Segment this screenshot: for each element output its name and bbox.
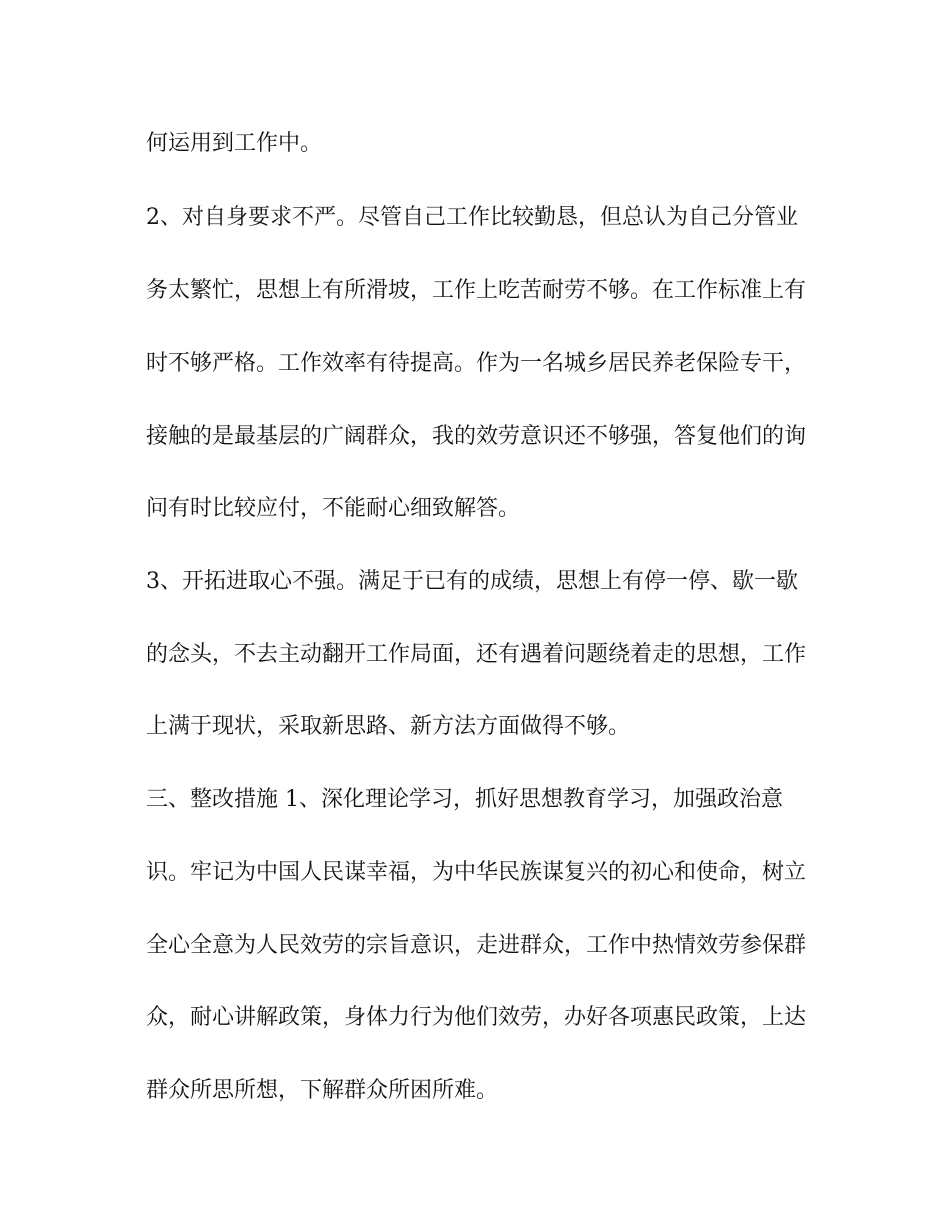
text-line-13: 众，耐心讲解政策，身体力行为他们效劳，办好各项惠民政策，上达	[146, 1005, 807, 1030]
text-line-14: 群众所思所想，下解群众所困所难。	[146, 1078, 499, 1103]
text-line-11: 识。牢记为中国人民谋幸福，为中华民族谋复兴的初心和使命，树立	[146, 860, 807, 885]
text-line-2: 2、对自身要求不严。尽管自己工作比较勤恳，但总认为自己分管业	[146, 205, 798, 230]
text-line-6: 问有时比较应付，不能耐心细致解答。	[146, 496, 521, 521]
text-line-8: 的念头，不去主动翻开工作局面，还有遇着问题绕着走的思想，工作	[146, 642, 807, 667]
text-line-9: 上满于现状，采取新思路、新方法方面做得不够。	[146, 714, 631, 739]
text-line-7: 3、开拓进取心不强。满足于已有的成绩，思想上有停一停、歇一歇	[146, 569, 798, 594]
text-line-3: 务太繁忙，思想上有所滑坡，工作上吃苦耐劳不够。在工作标准上有	[146, 278, 807, 303]
text-line-12: 全心全意为人民效劳的宗旨意识，走进群众，工作中热情效劳参保群	[146, 933, 807, 958]
text-line-4: 时不够严格。工作效率有待提高。作为一名城乡居民养老保险专干，	[146, 351, 807, 376]
text-line-5: 接触的是最基层的广阔群众，我的效劳意识还不够强，答复他们的询	[146, 424, 807, 449]
text-line-1: 何运用到工作中。	[146, 131, 323, 156]
text-line-10: 三、整改措施 1、深化理论学习，抓好思想教育学习，加强政治意	[146, 787, 783, 812]
